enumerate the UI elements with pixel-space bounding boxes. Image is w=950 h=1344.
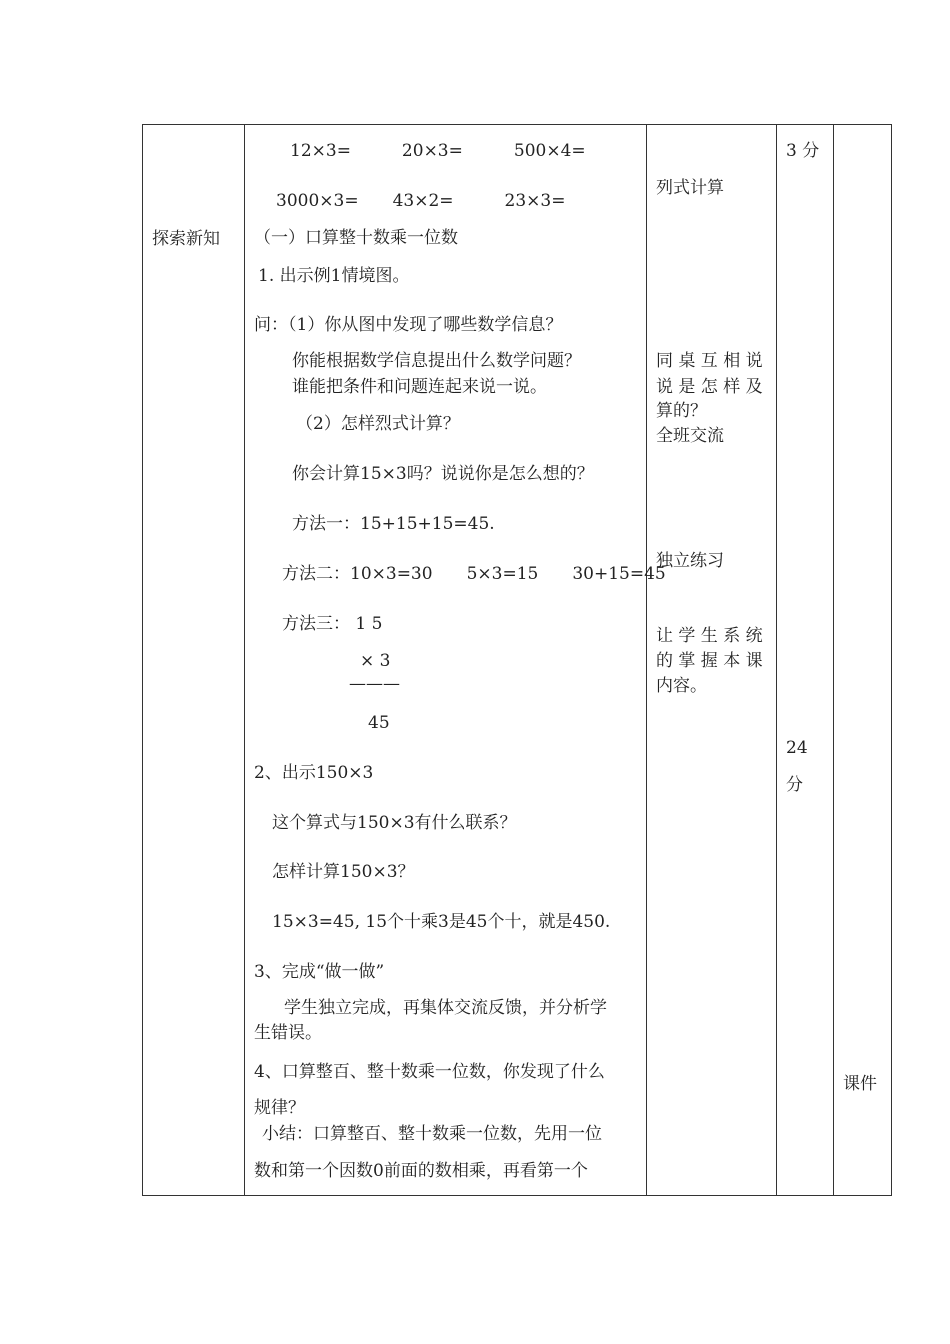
step-2: 2、出示150×3 bbox=[254, 763, 374, 783]
step-4: 4、口算整百、整十数乘一位数，你发现了什么 bbox=[254, 1062, 605, 1082]
time-main-number: 24 bbox=[786, 738, 808, 758]
activity-goal-3: 内容。 bbox=[656, 676, 707, 696]
question-1: 问：（1）你从图中发现了哪些数学信息？ bbox=[254, 315, 563, 335]
time-main-unit: 分 bbox=[786, 775, 803, 795]
summary-line-1: 小结：口算整百、整十数乘一位数，先用一位 bbox=[262, 1124, 602, 1144]
question-1-line-2: 你能根据数学信息提出什么数学问题？ bbox=[292, 351, 581, 371]
table-top-border bbox=[142, 124, 892, 125]
summary-line-2: 数和第一个因数0前面的数相乘，再看第一个 bbox=[254, 1161, 588, 1181]
step-1: 1. 出示例1情境图。 bbox=[258, 266, 410, 286]
activity-practice: 独立练习 bbox=[656, 551, 724, 571]
activity-calc: 列式计算 bbox=[656, 178, 724, 198]
step-3-line-1: 学生独立完成，再集体交流反馈，并分析学 bbox=[284, 998, 607, 1018]
column-divider-2 bbox=[646, 124, 647, 1196]
question-1-line-3: 谁能把条件和问题连起来说一说。 bbox=[292, 377, 547, 397]
method-3: 方法三： 1 5 bbox=[282, 614, 383, 634]
method-1: 方法一：15+15+15=45. bbox=[292, 514, 495, 534]
table-left-border bbox=[142, 124, 143, 1196]
activity-pair-3: 算的？ bbox=[656, 401, 707, 421]
activity-class: 全班交流 bbox=[656, 426, 724, 446]
activity-goal-2: 的 掌 握 本 课 bbox=[656, 651, 763, 671]
method-2: 方法二：10×3=30 5×3=15 30+15=45 bbox=[282, 564, 666, 584]
question-3: 你会计算15×3吗？说说你是怎么想的？ bbox=[292, 464, 594, 484]
step-4-line-2: 规律？ bbox=[254, 1098, 305, 1118]
activity-goal-1: 让 学 生 系 统 bbox=[656, 626, 763, 646]
vertical-rule: ——— bbox=[349, 674, 400, 694]
step-3-line-2: 生错误。 bbox=[254, 1023, 322, 1043]
step-2-question-1: 这个算式与150×3有什么联系？ bbox=[272, 813, 517, 833]
step-3: 3、完成“做一做” bbox=[254, 962, 385, 982]
warmup-line-2: 3000×3= 43×2= 23×3= bbox=[276, 191, 566, 211]
step-2-answer: 15×3=45, 15个十乘3是45个十，就是450. bbox=[272, 912, 611, 932]
step-2-question-2: 怎样计算150×3？ bbox=[272, 862, 415, 882]
column-divider-3 bbox=[776, 124, 777, 1196]
resource-label: 课件 bbox=[843, 1074, 877, 1094]
question-2: （2）怎样烈式计算？ bbox=[296, 414, 460, 434]
table-right-border bbox=[891, 124, 892, 1196]
section-heading: （一）口算整十数乘一位数 bbox=[254, 228, 458, 248]
activity-pair-1: 同 桌 互 相 说 bbox=[656, 351, 763, 371]
activity-pair-2: 说 是 怎 样 及 bbox=[656, 377, 763, 397]
stage-label: 探索新知 bbox=[152, 229, 220, 249]
column-divider-1 bbox=[244, 124, 245, 1196]
warmup-line-1: 12×3= 20×3= 500×4= bbox=[290, 141, 586, 161]
vertical-multiplier: × 3 bbox=[360, 651, 391, 671]
column-divider-4 bbox=[833, 124, 834, 1196]
vertical-result: 45 bbox=[368, 713, 390, 733]
time-warmup: 3 分 bbox=[786, 141, 820, 161]
table-bottom-border bbox=[142, 1195, 892, 1196]
